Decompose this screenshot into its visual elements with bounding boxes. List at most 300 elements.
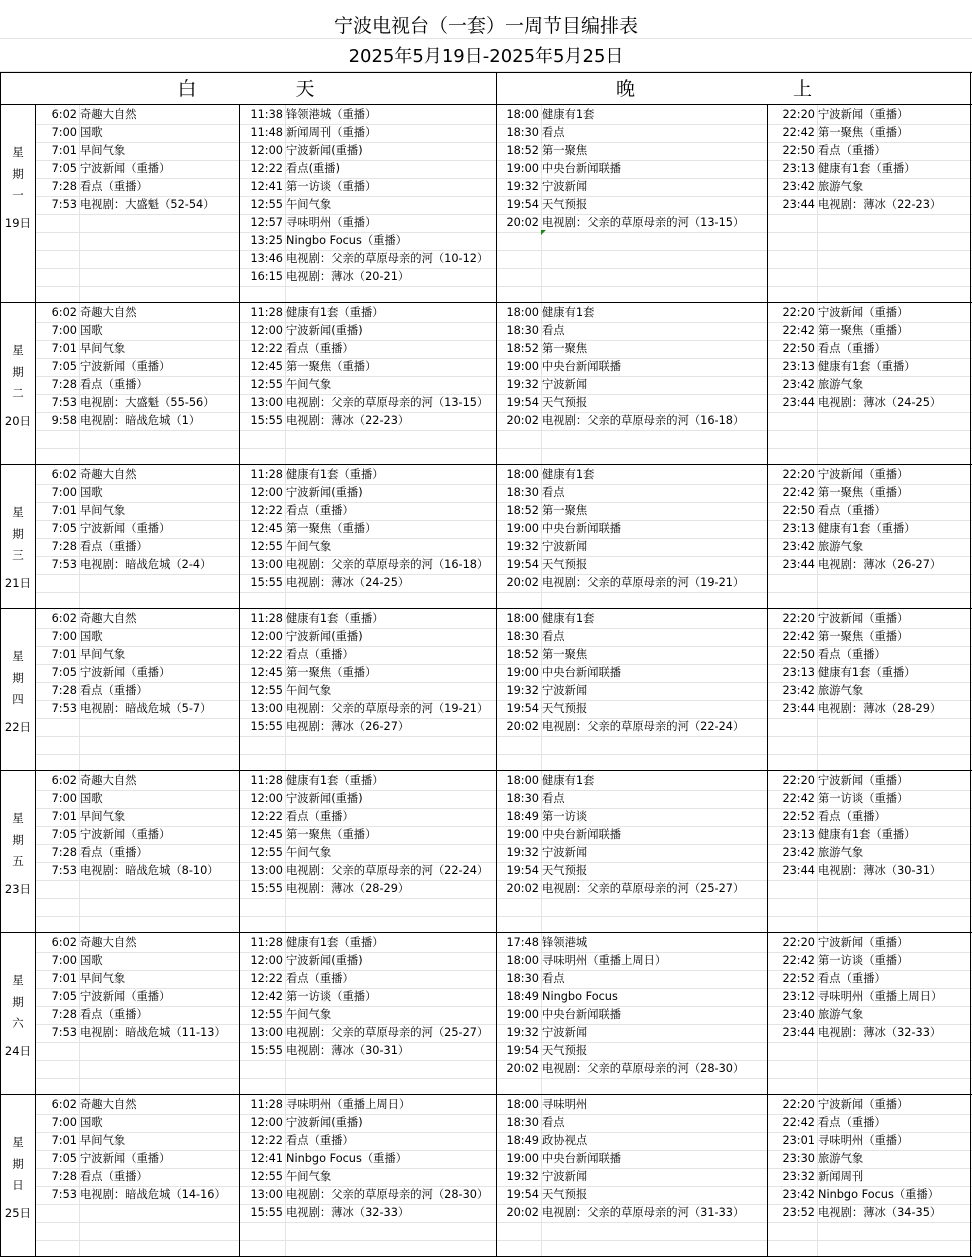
- program-entry: [497, 1186, 587, 1204]
- program-title: 中央台新闻联播: [542, 1152, 622, 1165]
- program-time: 12:00: [250, 486, 283, 499]
- program-time: 13:00: [250, 702, 283, 715]
- program-time: 7:01: [51, 972, 77, 985]
- program-time: 13:25: [250, 234, 283, 247]
- program-time: 23:12: [782, 990, 815, 1003]
- program-entry: [768, 1168, 863, 1186]
- program-time: 22:52: [782, 972, 815, 985]
- program-entry: [768, 394, 941, 412]
- program-time: 13:00: [250, 558, 283, 571]
- cell-comment-marker: [541, 230, 546, 235]
- program-time: 23:42: [782, 180, 815, 193]
- program-entry: [36, 772, 137, 790]
- program-time: 18:52: [506, 504, 539, 517]
- day-band-border: [0, 302, 972, 303]
- program-entry: [497, 124, 565, 142]
- program-title: 看点: [542, 324, 565, 337]
- program-time: 15:55: [250, 414, 283, 427]
- program-time: 7:05: [51, 162, 77, 175]
- day-band-border: [0, 464, 972, 465]
- program-title: 午间气象: [286, 846, 332, 859]
- program-title: 旅游气象: [818, 540, 864, 553]
- program-time: 11:28: [250, 1098, 283, 1111]
- program-entry: [240, 160, 340, 178]
- program-title: 天气预报: [542, 198, 588, 211]
- program-time: 18:30: [506, 792, 539, 805]
- program-title: 早间气象: [80, 1134, 126, 1147]
- program-title: 第一访谈（重播）: [286, 180, 377, 193]
- program-entry: [36, 466, 137, 484]
- program-time: 6:02: [51, 774, 77, 787]
- program-entry: [497, 502, 587, 520]
- program-time: 22:50: [782, 144, 815, 157]
- program-title: 国歌: [80, 630, 103, 643]
- program-time: 12:45: [250, 666, 283, 679]
- program-entry: [768, 160, 916, 178]
- program-title: 天气预报: [542, 396, 588, 409]
- program-entry: [497, 196, 587, 214]
- program-title: 第一聚焦: [542, 342, 588, 355]
- program-time: 22:20: [782, 306, 815, 319]
- program-time: 22:42: [782, 630, 815, 643]
- program-entry: [497, 628, 565, 646]
- program-title: 奇趣大自然: [80, 306, 137, 319]
- program-time: 15:55: [250, 576, 283, 589]
- program-title: 宁波新闻: [542, 846, 588, 859]
- weekday-label: 五: [12, 854, 24, 869]
- program-title: 健康有1套: [542, 774, 595, 787]
- program-entry: [36, 664, 170, 682]
- program-title: 宁波新闻(重播): [286, 792, 363, 805]
- program-title: 第一访谈（重播）: [818, 954, 909, 967]
- program-entry: [240, 1204, 409, 1222]
- program-title: 第一聚焦: [542, 504, 588, 517]
- program-entry: [497, 178, 587, 196]
- program-entry: [240, 790, 363, 808]
- program-entry: [497, 844, 587, 862]
- program-entry: [497, 1024, 587, 1042]
- program-title: 电视剧：父亲的草原母亲的河（25-27）: [286, 1026, 489, 1039]
- program-entry: [240, 880, 409, 898]
- program-time: 7:28: [51, 180, 77, 193]
- program-entry: [497, 484, 565, 502]
- program-time: 20:02: [506, 1062, 539, 1075]
- day-date: 22日: [4, 720, 32, 734]
- program-time: 19:32: [506, 846, 539, 859]
- program-time: 23:44: [782, 558, 815, 571]
- program-title: 宁波新闻（重播）: [818, 936, 909, 949]
- program-entry: [240, 106, 376, 124]
- program-entry: [240, 646, 354, 664]
- weekday-label: 期: [12, 832, 24, 847]
- program-entry: [497, 358, 621, 376]
- program-entry: [36, 790, 103, 808]
- program-title: 看点: [542, 126, 565, 139]
- program-title: 电视剧：薄冰（20-21）: [286, 270, 410, 283]
- program-entry: [240, 1006, 331, 1024]
- program-entry: [768, 502, 886, 520]
- weekday-label: 六: [12, 1016, 24, 1031]
- program-entry: [497, 556, 587, 574]
- program-entry: [768, 124, 908, 142]
- program-entry: [240, 268, 409, 286]
- program-entry: [240, 934, 384, 952]
- program-title: 健康有1套: [542, 468, 595, 481]
- program-time: 22:50: [782, 504, 815, 517]
- program-entry: [240, 376, 331, 394]
- program-time: 18:30: [506, 324, 539, 337]
- program-title: 宁波新闻: [542, 1026, 588, 1039]
- grid-line: [36, 916, 972, 917]
- program-entry: [240, 844, 331, 862]
- program-entry: [768, 1024, 941, 1042]
- program-title: 电视剧：暗战危城（1）: [80, 414, 201, 427]
- program-time: 12:45: [250, 360, 283, 373]
- program-time: 12:55: [250, 378, 283, 391]
- program-title: 寻味明州（重播上周日）: [818, 990, 943, 1003]
- grid-line: [36, 736, 972, 737]
- program-title: 宁波新闻（重播）: [818, 108, 909, 121]
- program-title: 电视剧：薄冰（26-27）: [286, 720, 410, 733]
- program-time: 22:20: [782, 774, 815, 787]
- program-title: 第一聚焦（重播）: [818, 126, 909, 139]
- program-time: 18:30: [506, 972, 539, 985]
- program-time: 20:02: [506, 414, 539, 427]
- program-time: 17:48: [506, 936, 539, 949]
- daytime-header: 白 天: [177, 78, 355, 100]
- program-time: 7:00: [51, 792, 77, 805]
- program-entry: [768, 322, 908, 340]
- program-time: 7:28: [51, 378, 77, 391]
- program-entry: [497, 538, 587, 556]
- program-time: 22:42: [782, 126, 815, 139]
- program-title: 看点（重播）: [286, 342, 354, 355]
- program-title: 第一访谈（重播）: [818, 792, 909, 805]
- program-time: 18:30: [506, 486, 539, 499]
- program-time: 6:02: [51, 468, 77, 481]
- program-time: 7:01: [51, 504, 77, 517]
- program-time: 7:53: [51, 702, 77, 715]
- program-title: 电视剧：父亲的草原母亲的河（13-15）: [286, 396, 489, 409]
- table-border-right: [970, 72, 971, 1256]
- weekday-label: 期: [12, 364, 24, 379]
- program-title: 午间气象: [286, 684, 332, 697]
- program-time: 12:00: [250, 630, 283, 643]
- program-title: 旅游气象: [818, 378, 864, 391]
- program-entry: [36, 1132, 125, 1150]
- program-time: 12:45: [250, 522, 283, 535]
- program-time: 12:00: [250, 144, 283, 157]
- program-title: 宁波新闻（重播）: [818, 1098, 909, 1111]
- evening-header: 晚 上: [615, 78, 852, 100]
- program-entry: [768, 682, 863, 700]
- program-title: 中央台新闻联播: [542, 666, 622, 679]
- program-entry: [497, 952, 666, 970]
- program-title: 早间气象: [80, 648, 126, 661]
- program-title: 国歌: [80, 324, 103, 337]
- program-entry: [240, 574, 409, 592]
- program-entry: [36, 610, 137, 628]
- program-title: 第一聚焦（重播）: [286, 666, 377, 679]
- program-entry: [768, 664, 916, 682]
- program-title: 宁波新闻（重播）: [80, 522, 171, 535]
- program-entry: [497, 520, 621, 538]
- day-date: 23日: [4, 882, 32, 896]
- program-entry: [497, 790, 565, 808]
- program-time: 22:20: [782, 108, 815, 121]
- program-title: 看点（重播）: [818, 810, 886, 823]
- program-time: 22:50: [782, 342, 815, 355]
- program-title: 午间气象: [286, 540, 332, 553]
- program-time: 19:54: [506, 1044, 539, 1057]
- program-time: 22:42: [782, 792, 815, 805]
- program-entry: [768, 142, 886, 160]
- program-time: 23:44: [782, 702, 815, 715]
- program-entry: [497, 610, 594, 628]
- program-entry: [36, 1186, 226, 1204]
- weekday-label: 期: [12, 526, 24, 541]
- program-entry: [240, 610, 384, 628]
- program-entry: [36, 358, 170, 376]
- weekday-label: 日: [12, 1178, 24, 1193]
- program-entry: [497, 880, 744, 898]
- program-title: 电视剧：父亲的草原母亲的河（19-21）: [542, 576, 745, 589]
- program-title: 看点: [542, 972, 565, 985]
- program-time: 7:05: [51, 990, 77, 1003]
- program-time: 18:00: [506, 612, 539, 625]
- program-entry: [36, 538, 148, 556]
- program-title: 电视剧：父亲的草原母亲的河（22-24）: [542, 720, 745, 733]
- program-entry: [240, 538, 331, 556]
- grid-line: [36, 268, 972, 269]
- program-title: 健康有1套（重播）: [818, 666, 916, 679]
- program-entry: [36, 826, 170, 844]
- program-title: 午间气象: [286, 378, 332, 391]
- program-title: 看点（重播）: [80, 1170, 148, 1183]
- program-entry: [497, 1114, 565, 1132]
- program-time: 23:13: [782, 162, 815, 175]
- program-time: 18:00: [506, 1098, 539, 1111]
- program-entry: [497, 826, 621, 844]
- program-title: 宁波新闻（重播）: [818, 468, 909, 481]
- program-entry: [240, 1150, 407, 1168]
- program-time: 19:54: [506, 396, 539, 409]
- program-time: 18:30: [506, 630, 539, 643]
- program-title: 看点（重播）: [286, 810, 354, 823]
- program-title: 中央台新闻联播: [542, 522, 622, 535]
- program-title: 早间气象: [80, 144, 126, 157]
- program-title: 早间气象: [80, 504, 126, 517]
- program-entry: [36, 628, 103, 646]
- program-entry: [768, 952, 908, 970]
- program-time: 18:49: [506, 990, 539, 1003]
- program-time: 12:00: [250, 324, 283, 337]
- program-title: 电视剧：薄冰（22-23）: [818, 198, 942, 211]
- program-time: 6:02: [51, 936, 77, 949]
- program-entry: [497, 466, 594, 484]
- program-time: 12:41: [250, 180, 283, 193]
- program-title: 宁波新闻: [542, 1170, 588, 1183]
- program-entry: [768, 862, 941, 880]
- program-title: 电视剧：暗战危城（2-4）: [80, 558, 212, 571]
- program-time: 22:52: [782, 810, 815, 823]
- program-time: 19:00: [506, 522, 539, 535]
- program-entry: [36, 1096, 137, 1114]
- program-time: 12:22: [250, 648, 283, 661]
- program-title: 中央台新闻联播: [542, 828, 622, 841]
- program-entry: [36, 1150, 170, 1168]
- program-title: 政协视点: [542, 1134, 588, 1147]
- program-entry: [497, 700, 587, 718]
- program-title: 看点（重播）: [818, 648, 886, 661]
- table-border-top: [0, 72, 972, 73]
- program-time: 23:44: [782, 198, 815, 211]
- program-entry: [240, 502, 354, 520]
- program-title: 电视剧：薄冰（30-31）: [286, 1044, 410, 1057]
- program-title: 电视剧：暗战危城（11-13）: [80, 1026, 226, 1039]
- program-entry: [240, 412, 409, 430]
- program-title: 第一聚焦（重播）: [286, 522, 377, 535]
- grid-line: [36, 250, 972, 251]
- program-title: 看点（重播）: [80, 180, 148, 193]
- program-entry: [497, 340, 587, 358]
- program-entry: [768, 178, 863, 196]
- program-entry: [768, 466, 908, 484]
- program-entry: [36, 1114, 103, 1132]
- program-title: 电视剧：父亲的草原母亲的河（28-30）: [286, 1188, 489, 1201]
- day-date: 19日: [4, 216, 32, 230]
- program-entry: [36, 862, 219, 880]
- program-entry: [240, 466, 384, 484]
- program-time: 18:30: [506, 1116, 539, 1129]
- program-time: 23:13: [782, 666, 815, 679]
- program-title: Ningbo Focus: [542, 990, 618, 1003]
- program-entry: [497, 808, 587, 826]
- program-time: 23:13: [782, 522, 815, 535]
- program-time: 20:02: [506, 720, 539, 733]
- program-time: 7:53: [51, 558, 77, 571]
- grid-line: [36, 448, 972, 449]
- weekday-label: 星: [12, 505, 24, 519]
- program-title: 健康有1套（重播）: [818, 162, 916, 175]
- day-date: 25日: [4, 1206, 32, 1220]
- program-time: 11:28: [250, 612, 283, 625]
- program-title: 健康有1套: [542, 108, 595, 121]
- program-entry: [240, 1096, 410, 1114]
- grid-line: [36, 754, 972, 755]
- program-time: 20:02: [506, 576, 539, 589]
- program-title: 宁波新闻（重播）: [818, 306, 909, 319]
- program-time: 6:02: [51, 108, 77, 121]
- program-entry: [497, 160, 621, 178]
- weekday-label: 星: [12, 811, 24, 825]
- program-time: 19:54: [506, 702, 539, 715]
- program-entry: [768, 970, 886, 988]
- program-title: 中央台新闻联播: [542, 360, 622, 373]
- program-title: 电视剧：薄冰（28-29）: [286, 882, 410, 895]
- program-entry: [36, 520, 170, 538]
- program-time: 23:44: [782, 396, 815, 409]
- program-entry: [497, 1204, 744, 1222]
- program-entry: [36, 934, 137, 952]
- program-entry: [768, 646, 886, 664]
- program-time: 18:00: [506, 108, 539, 121]
- grid-line: [36, 286, 972, 287]
- program-title: 国歌: [80, 126, 103, 139]
- program-entry: [768, 1096, 908, 1114]
- program-entry: [497, 718, 744, 736]
- program-title: 宁波新闻（重播）: [818, 612, 909, 625]
- program-title: 电视剧：父亲的草原母亲的河（16-18）: [542, 414, 745, 427]
- program-entry: [240, 772, 384, 790]
- program-entry: [497, 772, 594, 790]
- program-title: 奇趣大自然: [80, 468, 137, 481]
- program-time: 13:00: [250, 1026, 283, 1039]
- program-entry: [36, 394, 215, 412]
- weekday-label: 星: [12, 973, 24, 987]
- program-time: 19:32: [506, 378, 539, 391]
- program-title: 奇趣大自然: [80, 936, 137, 949]
- program-entry: [240, 340, 354, 358]
- program-title: 宁波新闻: [542, 540, 588, 553]
- program-title: 看点（重播）: [818, 144, 886, 157]
- program-entry: [497, 1132, 587, 1150]
- program-entry: [497, 1006, 621, 1024]
- program-entry: [768, 538, 863, 556]
- program-title: 健康有1套（重播）: [818, 828, 916, 841]
- program-time: 12:00: [250, 1116, 283, 1129]
- program-time: 11:28: [250, 936, 283, 949]
- program-time: 15:55: [250, 1044, 283, 1057]
- program-time: 19:32: [506, 180, 539, 193]
- program-entry: [768, 1150, 863, 1168]
- program-time: 23:42: [782, 540, 815, 553]
- program-title: 旅游气象: [818, 684, 864, 697]
- program-entry: [240, 124, 376, 142]
- program-title: 电视剧：大盛魁（52-54）: [80, 198, 215, 211]
- program-title: Ninbgo Focus（重播）: [286, 1152, 408, 1165]
- program-title: 宁波新闻(重播): [286, 630, 363, 643]
- weekday-label: 期: [12, 994, 24, 1009]
- program-title: 看点（重播）: [286, 504, 354, 517]
- program-title: 天气预报: [542, 702, 588, 715]
- program-title: 天气预报: [542, 864, 588, 877]
- program-title: 国歌: [80, 486, 103, 499]
- program-time: 23:13: [782, 828, 815, 841]
- program-title: 旅游气象: [818, 1008, 864, 1021]
- program-title: 早间气象: [80, 810, 126, 823]
- program-time: 7:05: [51, 828, 77, 841]
- program-entry: [497, 988, 618, 1006]
- program-time: 18:00: [506, 954, 539, 967]
- program-entry: [36, 502, 125, 520]
- program-title: 看点（重播）: [80, 378, 148, 391]
- program-time: 19:54: [506, 1188, 539, 1201]
- program-entry: [497, 412, 744, 430]
- program-time: 18:00: [506, 774, 539, 787]
- program-time: 23:40: [782, 1008, 815, 1021]
- program-time: 7:00: [51, 126, 77, 139]
- program-time: 7:28: [51, 1170, 77, 1183]
- program-time: 22:42: [782, 954, 815, 967]
- program-entry: [240, 322, 363, 340]
- program-time: 19:32: [506, 684, 539, 697]
- program-title: 电视剧：父亲的草原母亲的河（28-30）: [542, 1062, 745, 1075]
- program-title: 宁波新闻（重播）: [80, 1152, 171, 1165]
- program-title: 中央台新闻联播: [542, 1008, 622, 1021]
- program-time: 23:44: [782, 1026, 815, 1039]
- program-entry: [497, 682, 587, 700]
